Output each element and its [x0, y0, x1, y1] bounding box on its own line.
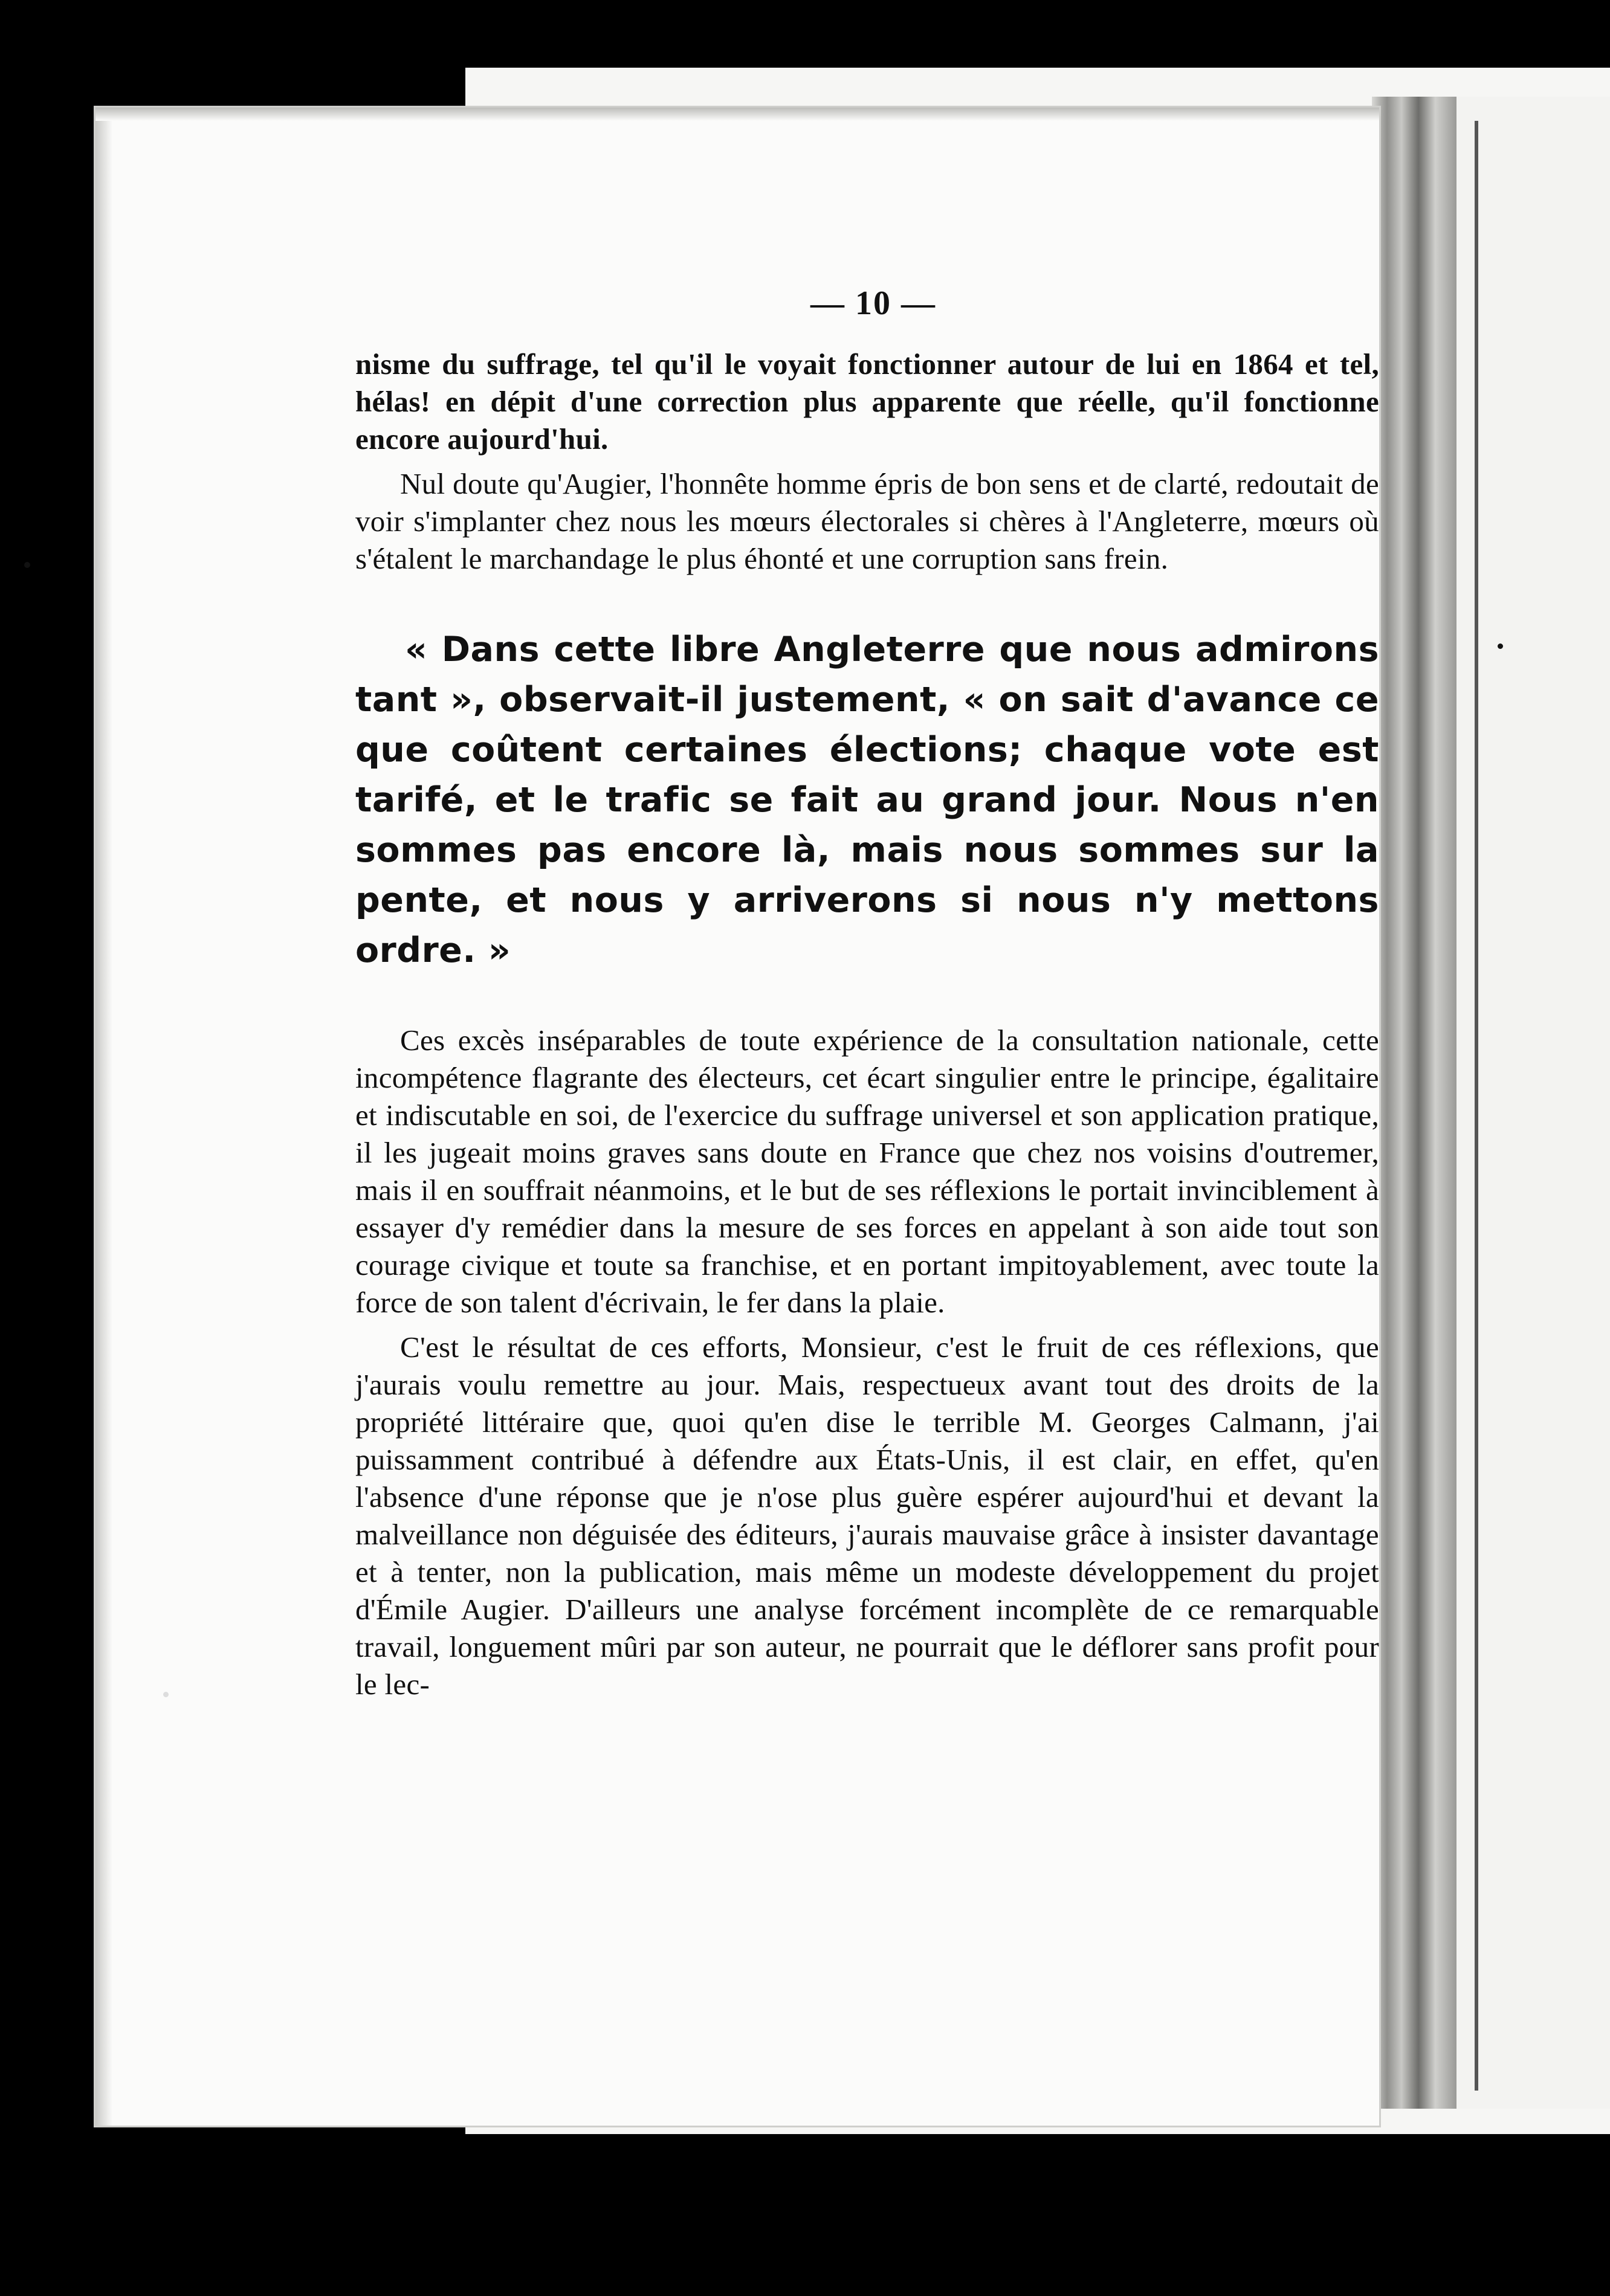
page-number: — 10 — — [810, 285, 936, 322]
page-left-shadow — [95, 108, 112, 2126]
scan-speck — [163, 1692, 169, 1697]
page-edge-strip — [1372, 97, 1456, 2109]
scan-speck — [24, 562, 30, 568]
block-quote: « Dans cette libre Angleterre que nous admirons tant », observait-il justement, « on sait d'avance ce que coûtent certaines élections; chaque vote est tarifé, et le trafic se fait au grand jour. Nous n'en sommes pas encore là, mais nous sommes sur la pente, et nous y arriverons si nous n'y mettons ordre. » — [355, 630, 1379, 970]
paragraph-4: C'est le résultat de ces efforts, Monsieur, c'est le fruit de ces réflexions, que j'aurais voulu remettre au jour. Mais, respectueux avant tout des droits de la propriété littéraire que, quoi qu'en dise le terrible M. Georges Calmann, j'ai puissamment contribué à défendre aux États-Unis, il est clair, en effet, qu'en l'absence d'une réponse que je n'ose plus guère espérer aujourd'hui et devant la malveillance non déguisée des éditeurs, j'aurais mauvaise grâce à insister davantage et à tenter, non la publication, mais même un modeste développement du projet d'Émile Augier. D'ailleurs une analyse forcément incomplète de ce remarquable travail, longuement mûri par son auteur, ne pourrait que le déflorer sans profit pour le lec- — [355, 1330, 1379, 1701]
adjacent-page — [1456, 97, 1610, 2109]
text-column — [355, 284, 1379, 1703]
document-page — [95, 108, 1379, 2126]
paragraph-2: Nul doute qu'Augier, l'honnête homme épris de bon sens et de clarté, redoutait de voir s'implanter chez nous les mœurs électorales si chères à l'Angleterre, mœurs où s'étalent le marchandage le plus éhonté et une corruption sans frein. — [355, 467, 1379, 575]
page-top-shadow — [95, 108, 1379, 121]
scan-speck — [1498, 643, 1503, 649]
paragraph-1: nisme du suffrage, tel qu'il le voyait fonctionner autour de lui en 1864 et tel, hélas! en dépit d'une correction plus apparente que réelle, qu'il fonctionne encore aujourd'hui. — [355, 347, 1379, 456]
paragraph-3: Ces excès inséparables de toute expérience de la consultation nationale, cette incompétence flagrante des électeurs, cet écart singulier entre le principe, égalitaire et indiscutable en soi, de l'exercice du suffrage universel et son application pratique, il les jugeait moins graves sans doute en France que chez nos voisins d'outremer, mais il en souffrait néanmoins, et le but de ses réflexions le portait invinciblement à essayer d'y remédier dans la mesure de ses forces en appelant à son aide tout son courage civique et toute sa franchise, et en portant impitoyablement, avec toute la force de son talent d'écrivain, le fer dans la plaie. — [355, 1024, 1379, 1319]
adjacent-page-edge — [1475, 121, 1478, 2091]
